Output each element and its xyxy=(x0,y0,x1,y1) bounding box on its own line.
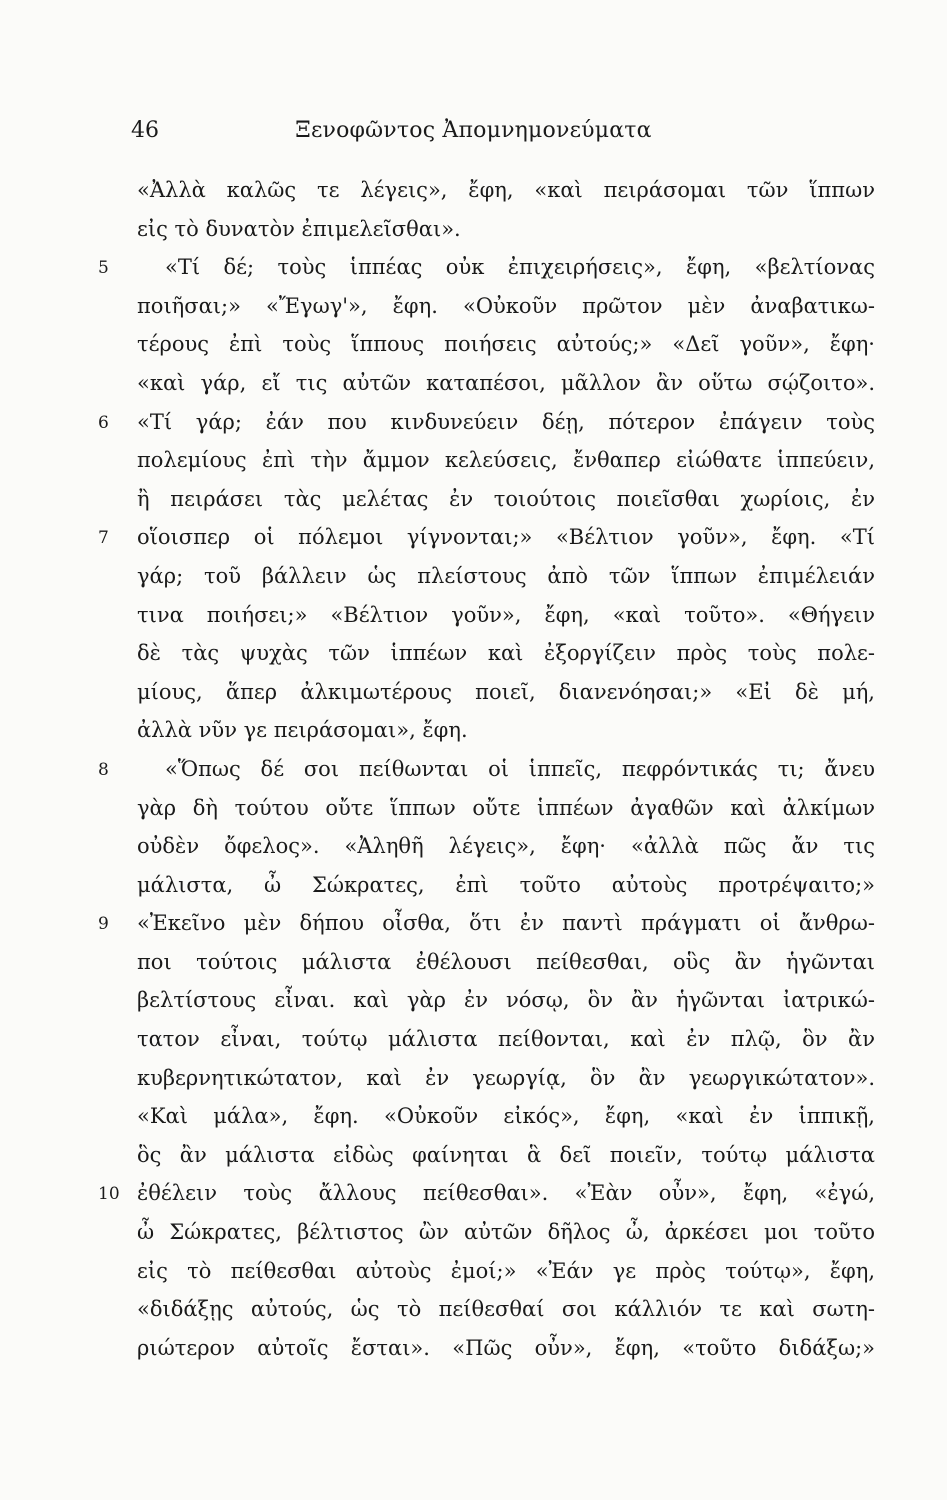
line-text: εἰς τὸ δυνατὸν ἐπιμελεῖσθαι». xyxy=(137,216,461,241)
text-line xyxy=(0,1178,947,1217)
line-text: τατον εἶναι, τούτῳ μάλιστα πείθονται, καὶ ἐν πλῷ, ὃν ἂν xyxy=(137,1027,875,1052)
text-line xyxy=(0,484,947,523)
text-line xyxy=(0,368,947,407)
line-text: εἰς τὸ πείθεσθαι αὐτοὺς ἐμοί;» «Ἐάν γε πρὸς τούτῳ», ἔφη, xyxy=(137,1258,875,1283)
text-line xyxy=(0,677,947,716)
line-number: 6 xyxy=(98,412,109,433)
line-text: «Ὅπως δέ σοι πείθωνται οἱ ἱππεῖς, πεφρόντικάς τι; ἄνευ xyxy=(165,756,875,781)
line-text: ὃς ἂν μάλιστα εἰδὼς φαίνηται ἃ δεῖ ποιεῖν, τούτῳ μάλιστα xyxy=(137,1142,875,1167)
line-text: ἀλλὰ νῦν γε πειράσομαι», ἔφη. xyxy=(137,718,468,743)
text-line xyxy=(0,870,947,909)
text-line xyxy=(0,214,947,253)
line-text: ποιῆσαι;» «Ἔγωγ'», ἔφη. «Οὐκοῦν πρῶτον μὲν ἀναβατικω- xyxy=(137,293,875,318)
text-line xyxy=(0,754,947,793)
text-line xyxy=(0,1024,947,1063)
line-text: «Τί γάρ; ἐάν που κινδυνεύειν δέῃ, πότερον ἐπάγειν τοὺς xyxy=(137,409,875,434)
text-line xyxy=(0,638,947,677)
text-line xyxy=(0,1140,947,1179)
page-number: 46 xyxy=(131,118,159,143)
running-title: Ξενοφῶντος Ἀπομνημονεύματα xyxy=(295,118,652,143)
line-text: δὲ τὰς ψυχὰς τῶν ἱππέων καὶ ἐξοργίζειν πρὸς τοὺς πολε- xyxy=(137,641,875,666)
line-text: «Ἐκεῖνο μὲν δήπου οἶσθα, ὅτι ἐν παντὶ πράγματι οἱ ἄνθρω- xyxy=(137,911,875,936)
text-line xyxy=(0,329,947,368)
text-line xyxy=(0,1063,947,1102)
text-line xyxy=(0,600,947,639)
line-text: οὐδὲν ὄφελος». «Ἀληθῆ λέγεις», ἔφη· «ἀλλὰ πῶς ἄν τις xyxy=(137,834,875,859)
text-line xyxy=(0,1333,947,1372)
text-line xyxy=(0,985,947,1024)
text-line xyxy=(0,445,947,484)
line-text: τινα ποιήσει;» «Βέλτιον γοῦν», ἔφη, «καὶ τοῦτο». «Θήγειν xyxy=(137,602,875,627)
line-text: «διδάξῃς αὐτούς, ὡς τὸ πείθεσθαί σοι κάλλιόν τε καὶ σωτη- xyxy=(137,1297,875,1322)
text-line xyxy=(0,908,947,947)
line-text: γὰρ δὴ τούτου οὔτε ἵππων οὔτε ἱππέων ἀγαθῶν καὶ ἀλκίμων xyxy=(137,795,875,820)
line-text: «Τί δέ; τοὺς ἱππέας οὐκ ἐπιχειρήσεις», ἔφη, «βελτίονας xyxy=(165,255,875,280)
text-line xyxy=(0,1217,947,1256)
text-line xyxy=(0,1294,947,1333)
text-line xyxy=(0,1256,947,1295)
line-text: ἐθέλειν τοὺς ἄλλους πείθεσθαι». «Ἐὰν οὖν», ἔφη, «ἐγώ, xyxy=(137,1181,875,1206)
line-text: «Ἀλλὰ καλῶς τε λέγεις», ἔφη, «καὶ πειράσομαι τῶν ἵππων xyxy=(137,178,875,202)
text-line xyxy=(0,407,947,446)
line-text: μάλιστα, ὦ Σώκρατες, ἐπὶ τοῦτο αὐτοὺς προτρέψαιτο;» xyxy=(137,872,875,897)
line-text: τέρους ἐπὶ τοὺς ἵππους ποιήσεις αὐτούς;» «Δεῖ γοῦν», ἔφη· xyxy=(137,332,875,357)
line-number: 5 xyxy=(98,258,109,279)
line-number: 9 xyxy=(98,914,109,935)
text-line xyxy=(0,793,947,832)
line-number: 8 xyxy=(98,759,109,780)
text-line xyxy=(0,947,947,986)
line-text: ποι τούτοις μάλιστα ἐθέλουσι πείθεσθαι, οὓς ἂν ἡγῶνται xyxy=(137,949,875,974)
line-number: 7 xyxy=(98,528,109,549)
line-text: «Καὶ μάλα», ἔφη. «Οὐκοῦν εἰκός», ἔφη, «καὶ ἐν ἱππικῇ, xyxy=(137,1104,875,1129)
text-line xyxy=(0,715,947,754)
text-line xyxy=(0,831,947,870)
line-number: 10 xyxy=(98,1184,120,1205)
text-line xyxy=(0,252,947,291)
text-line xyxy=(0,291,947,330)
line-text: ὦ Σώκρατες, βέλτιστος ὢν αὐτῶν δῆλος ὦ, ἀρκέσει μοι τοῦτο xyxy=(137,1220,875,1245)
line-text: μίους, ἅπερ ἀλκιμωτέρους ποιεῖ, διανενόησαι;» «Εἰ δὲ μή, xyxy=(137,679,875,704)
line-text: οἵοισπερ οἱ πόλεμοι γίγνονται;» «Βέλτιον γοῦν», ἔφη. «Τί xyxy=(137,525,875,550)
text-body xyxy=(0,175,947,1371)
line-text: βελτίστους εἶναι. καὶ γὰρ ἐν νόσῳ, ὃν ἂν ἡγῶνται ἰατρικώ- xyxy=(137,988,875,1013)
text-line xyxy=(0,522,947,561)
line-text: κυβερνητικώτατον, καὶ ἐν γεωργίᾳ, ὃν ἂν γεωργικώτατον». xyxy=(137,1065,875,1090)
line-text: «καὶ γάρ, εἴ τις αὐτῶν καταπέσοι, μᾶλλον ἂν οὕτω σῴζοιτο». xyxy=(137,370,875,395)
line-text: γάρ; τοῦ βάλλειν ὡς πλείστους ἀπὸ τῶν ἵππων ἐπιμέλειάν xyxy=(137,563,875,588)
text-line xyxy=(0,561,947,600)
line-text: ἢ πειράσει τὰς μελέτας ἐν τοιούτοις ποιεῖσθαι χωρίοις, ἐν xyxy=(137,486,875,511)
line-text: πολεμίους ἐπὶ τὴν ἄμμον κελεύσεις, ἔνθαπερ εἰώθατε ἱππεύειν, xyxy=(137,448,875,473)
text-line xyxy=(0,175,947,214)
line-text: ριώτερον αὐτοῖς ἔσται». «Πῶς οὖν», ἔφη, «τοῦτο διδάξω;» xyxy=(137,1335,875,1360)
text-line xyxy=(0,1101,947,1140)
